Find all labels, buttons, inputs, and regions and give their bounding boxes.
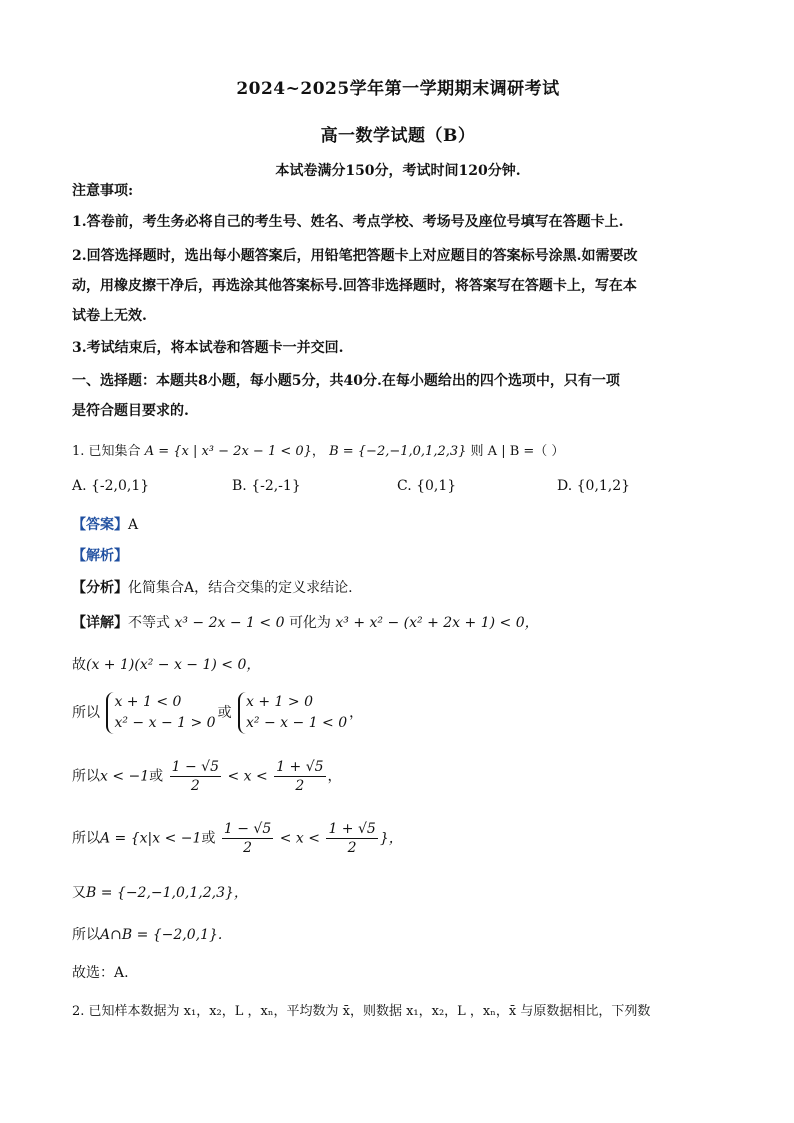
fraction-1 xyxy=(170,758,221,795)
range-end: ， xyxy=(327,768,342,785)
answer-tag: 【答案】 xyxy=(72,517,128,533)
notes-item-1 xyxy=(72,211,724,233)
set-a-line xyxy=(72,820,724,857)
notes-item-2-line-2: 动，用橡皮擦干净后，再选涂其他答案标号.回答非选择题时，将答案写在答题卡上，写在本 xyxy=(72,278,637,294)
exam-info: 本试卷满分150分，考试时间120分钟. xyxy=(275,163,521,179)
exam-title: 2024~2025学年第一学期期末调研考试 xyxy=(236,79,560,99)
suoyi-word-3: 所以 xyxy=(72,830,100,847)
answer-line xyxy=(72,514,724,534)
you-word: 又 xyxy=(72,885,86,901)
system-1-eq-a: x + 1 < 0 xyxy=(114,694,182,710)
notes-item-1-text: 1.答卷前，考生务必将自己的考生号、姓名、考点学校、考场号及座位号填写在答题卡上. xyxy=(72,214,624,230)
suoyi-word-4: 所以 xyxy=(72,927,100,943)
option-a: A. {-2,0,1} xyxy=(72,478,150,494)
set-a-prefix: A = {x|x < −1 xyxy=(100,830,202,847)
question-1-comma: ， xyxy=(311,444,325,459)
question-1-ask: 则 A | B =（ ） xyxy=(470,444,565,459)
question-1-prefix: 1. 已知集合 xyxy=(72,444,141,459)
fraction-4 xyxy=(326,820,377,857)
fraction-2-numerator: 1 + √5 xyxy=(276,759,324,775)
option-b: B. {-2,-1} xyxy=(232,478,301,494)
fenxi-text: 化简集合A，结合交集的定义求结论. xyxy=(128,580,353,596)
notes-section xyxy=(72,180,724,202)
question-1-set-a: A = {x | x³ − 2x − 1 < 0} xyxy=(144,444,312,459)
set-a-end: }， xyxy=(379,830,403,847)
gu-word: 故 xyxy=(72,657,86,673)
notes-item-2-line-1: 2.回答选择题时，选出每小题答案后，用铅笔把答题卡上对应题目的答案标号涂黑.如需要改 xyxy=(72,248,638,264)
section-1-line-2: 是符合题目要求的. xyxy=(72,403,189,419)
notes-item-3-text: 3.考试结束后，将本试卷和答题卡一并交回. xyxy=(72,340,344,356)
fraction-1-numerator: 1 − √5 xyxy=(171,759,219,775)
xiangjie-middle: 可化为 xyxy=(288,615,331,631)
fraction-3-numerator: 1 − √5 xyxy=(223,821,272,837)
fraction-3 xyxy=(222,820,273,857)
analysis-tag: 【解析】 xyxy=(72,548,128,564)
system-end: ， xyxy=(349,705,364,721)
exam-page xyxy=(72,60,724,180)
set-b-expression: B = {−2,−1,0,1,2,3}， xyxy=(86,885,248,901)
set-b-line xyxy=(72,882,724,902)
lt-x-lt-2: < x < xyxy=(279,830,320,847)
guxuan-text: 故选：A. xyxy=(72,965,129,981)
range-prefix: x < −1 xyxy=(100,768,150,785)
question-2-text: 2. 已知样本数据为 x₁，x₂，L ，xₙ，平均数为 x̄，则数据 x₁，x₂，L ，xₙ，x̄ 与原数据相比，下列数 xyxy=(72,1004,651,1019)
range-line xyxy=(72,758,724,795)
fraction-2 xyxy=(274,758,325,795)
xiangjie-prefix: 不等式 xyxy=(128,615,170,631)
system-2 xyxy=(238,692,347,734)
notes-heading: 注意事项: xyxy=(72,183,134,199)
analysis-line xyxy=(72,545,724,565)
question-1-stem xyxy=(72,440,724,459)
xiangjie-tag: 【详解】 xyxy=(72,615,128,631)
fraction-1-denominator: 2 xyxy=(190,778,200,794)
result-expression: A∩B = {−2,0,1}. xyxy=(100,927,223,943)
section-1-heading xyxy=(72,366,724,426)
huo-word-3: 或 xyxy=(201,830,216,847)
notes-item-3 xyxy=(72,337,724,359)
huo-word: 或 xyxy=(217,705,232,721)
system-1-eq-b: x² − x − 1 > 0 xyxy=(114,715,216,731)
system-1 xyxy=(106,692,215,734)
system-2-eq-b: x² − x − 1 < 0 xyxy=(246,715,348,731)
factored-line xyxy=(72,654,724,674)
inequality-2: x³ + x² − (x² + 2x + 1) < 0， xyxy=(335,615,539,631)
option-d: D. {0,1,2} xyxy=(557,478,631,494)
question-2-stem xyxy=(72,1000,724,1019)
answer-value: A xyxy=(128,517,139,533)
fenxi-line xyxy=(72,577,724,597)
notes-item-2 xyxy=(72,241,724,331)
option-c: C. {0,1} xyxy=(397,478,457,494)
notes-item-2-line-3: 试卷上无效. xyxy=(72,308,147,324)
suoyi-word: 所以 xyxy=(72,705,100,721)
suoyi-word-2: 所以 xyxy=(72,768,100,785)
result-line xyxy=(72,924,724,944)
fraction-3-denominator: 2 xyxy=(243,840,253,856)
huo-word-2: 或 xyxy=(149,768,164,785)
section-1-line-1: 一、选择题：本题共8小题，每小题5分，共40分.在每小题给出的四个选项中，只有一项 xyxy=(72,373,620,389)
system-line xyxy=(72,692,724,734)
lt-x-lt: < x < xyxy=(227,768,268,785)
fraction-2-denominator: 2 xyxy=(295,778,305,794)
fenxi-tag: 【分析】 xyxy=(72,580,128,596)
fraction-4-numerator: 1 + √5 xyxy=(328,821,376,837)
guxuan-line xyxy=(72,962,724,982)
factored-inequality: (x + 1)(x² − x − 1) < 0， xyxy=(86,657,261,673)
exam-subtitle: 高一数学试题（B） xyxy=(320,126,476,146)
xiangjie-line xyxy=(72,612,724,632)
fraction-4-denominator: 2 xyxy=(347,840,357,856)
question-1-set-b: B = {−2,−1,0,1,2,3} xyxy=(329,444,467,459)
inequality-1: x³ − 2x − 1 < 0 xyxy=(174,615,285,631)
system-2-eq-a: x + 1 > 0 xyxy=(246,694,314,710)
